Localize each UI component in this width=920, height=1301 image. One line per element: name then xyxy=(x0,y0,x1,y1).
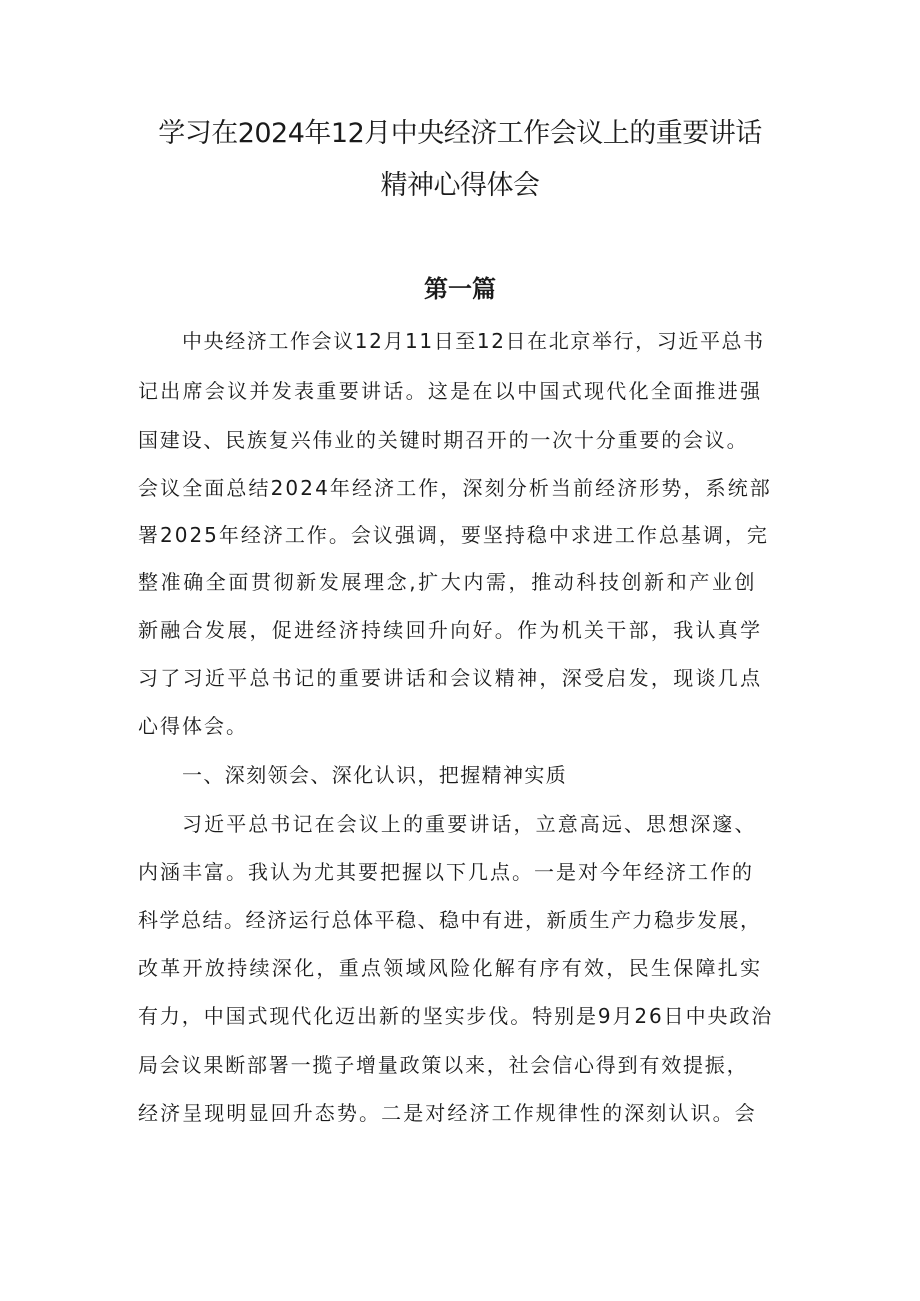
paragraph-1-line: 中央经济工作会议12月11日至12日在北京举行，习近平总书 xyxy=(182,329,765,353)
paragraph-1-line: 记出席会议并发表重要讲话。这是在以中国式现代化全面推进强 xyxy=(138,379,763,403)
subheading-1: 一、深刻领会、深化认识，把握精神实质 xyxy=(182,763,568,787)
document-title-line-1: 学习在2024年12月中央经济工作会议上的重要讲话 xyxy=(158,118,762,149)
paragraph-2-line: 有力，中国式现代化迈出新的坚实步伐。特别是9月26日中央政治 xyxy=(138,1004,774,1028)
paragraph-2-line: 经济呈现明显回升态势。二是对经济工作规律性的深刻认识。会 xyxy=(138,1101,757,1125)
paragraph-1-line: 整准确全面贯彻新发展理念,扩大内需，推动科技创新和产业创 xyxy=(138,570,758,594)
paragraph-1-line: 国建设、民族复兴伟业的关键时期召开的一次十分重要的会议。 xyxy=(138,428,749,452)
document-title-line-2: 精神心得体会 xyxy=(380,170,540,201)
section-heading: 第一篇 xyxy=(424,275,496,303)
paragraph-2-line: 局会议果断部署一揽子增量政策以来，社会信心得到有效提振， xyxy=(138,1053,749,1077)
paragraph-2-line: 科学总结。经济运行总体平稳、稳中有进，新质生产力稳步发展， xyxy=(138,908,762,932)
paragraph-1-line: 习了习近平总书记的重要讲话和会议精神，深受启发，现谈几点 xyxy=(138,666,763,690)
paragraph-2-line: 内涵丰富。我认为尤其要把握以下几点。一是对今年经济工作的 xyxy=(138,860,754,884)
paragraph-2-line: 改革开放持续深化，重点领域风险化解有序有效，民生保障扎实 xyxy=(138,956,763,980)
paragraph-1-line: 会议全面总结2024年经济工作，深刻分析当前经济形势，系统部 xyxy=(138,476,772,500)
paragraph-2-line: 习近平总书记在会议上的重要讲话，立意高远、思想深邃、 xyxy=(182,812,757,836)
paragraph-1-line: 心得体会。 xyxy=(138,714,248,738)
paragraph-1-line: 新融合发展，促进经济持续回升向好。作为机关干部，我认真学 xyxy=(138,618,763,642)
paragraph-1-line: 署2025年经济工作。会议强调，要坚持稳中求进工作总基调，完 xyxy=(138,523,769,547)
